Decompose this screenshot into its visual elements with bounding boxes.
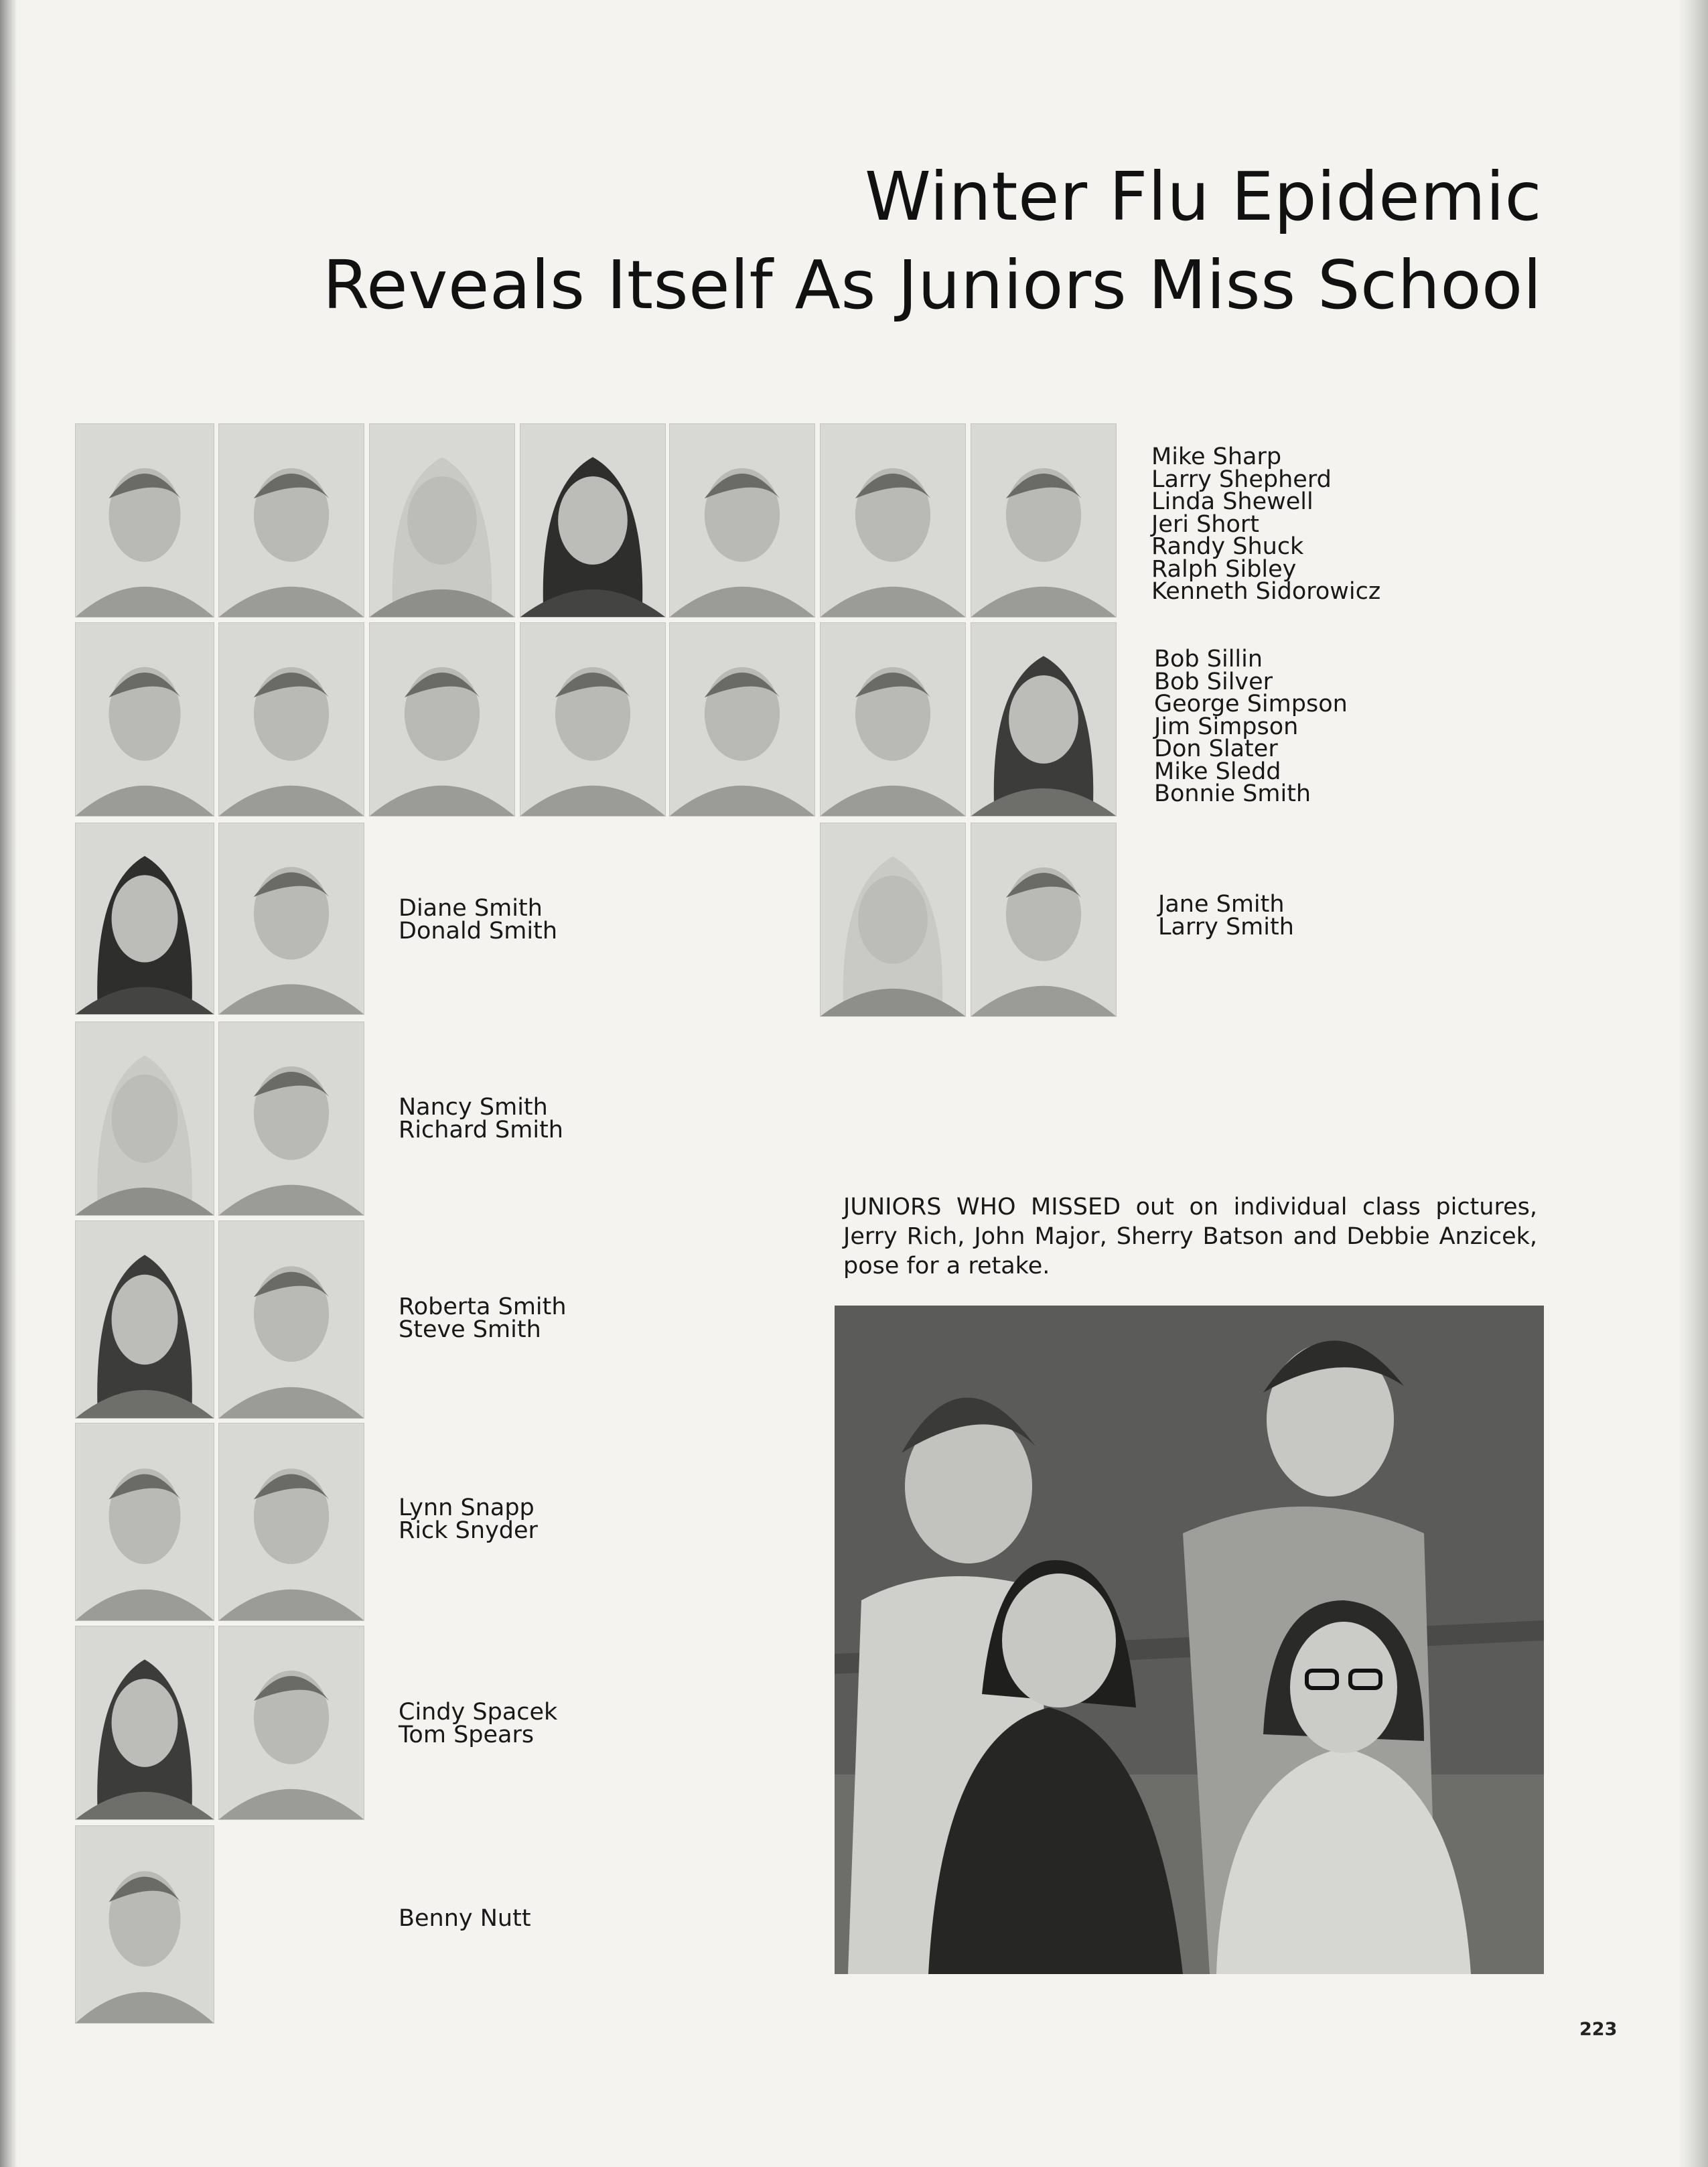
name-item: Benny Nutt — [399, 1905, 531, 1932]
name-item: Diane Smith — [399, 895, 543, 922]
names-row-2 — [1154, 648, 1348, 806]
names-pair-diane-donald — [399, 895, 558, 945]
headline-line-2: Reveals Itself As Juniors Miss School — [322, 246, 1542, 324]
portrait-jeri-short — [520, 423, 666, 618]
name-item: Lynn Snapp — [399, 1494, 535, 1521]
names-pair-cindy-tom — [399, 1701, 557, 1746]
names-pair-roberta-steve — [399, 1296, 567, 1341]
name-item: Kenneth Sidorowicz — [1151, 578, 1381, 605]
caption-lead: JUNIORS WHO MISSED — [843, 1194, 1121, 1220]
name-item: Ralph Sibley — [1151, 555, 1297, 583]
name-item: Jim Simpson — [1154, 713, 1299, 740]
portrait-ralph-sibley — [820, 423, 966, 618]
portrait-tom-spears — [218, 1626, 364, 1820]
portrait-benny-nutt — [75, 1825, 214, 2024]
name-item: Bob Sillin — [1154, 646, 1263, 673]
name-item: Bonnie Smith — [1154, 780, 1311, 807]
name-item: Cindy Spacek — [399, 1699, 558, 1726]
names-pair-nancy-richard — [399, 1094, 563, 1143]
page-number: 223 — [1579, 2019, 1618, 2040]
portrait-bob-silver — [218, 622, 364, 817]
portrait-randy-shuck — [669, 423, 815, 618]
name-item: Linda Shewell — [1151, 488, 1313, 515]
portrait-jim-simpson — [520, 622, 666, 817]
names-pair-lynn-rick — [399, 1494, 538, 1544]
name-item: Randy Shuck — [1151, 533, 1304, 560]
name-benny-nutt — [399, 1905, 531, 1932]
name-item: Mike Sharp — [1151, 443, 1282, 470]
portrait-larry-shepherd — [218, 423, 364, 618]
portrait-jane-smith — [820, 823, 966, 1017]
name-item: Don Slater — [1154, 736, 1278, 762]
portrait-lynn-snapp — [75, 1423, 214, 1621]
name-item: Larry Smith — [1158, 913, 1294, 940]
portrait-don-slater — [669, 622, 815, 817]
portrait-donald-smith — [218, 823, 364, 1015]
photo-caption — [843, 1192, 1537, 1281]
name-item: Richard Smith — [399, 1116, 563, 1143]
name-item: Nancy Smith — [399, 1094, 548, 1121]
group-photo-retake — [835, 1306, 1544, 1974]
portrait-linda-shewell — [369, 423, 515, 618]
portrait-bonnie-smith — [971, 622, 1117, 817]
portrait-roberta-smith — [75, 1220, 214, 1419]
portrait-mike-sledd — [820, 622, 966, 817]
headline-line-1: Winter Flu Epidemic — [864, 157, 1542, 236]
portrait-steve-smith — [218, 1220, 364, 1419]
portrait-mike-sharp — [75, 423, 214, 618]
portrait-richard-smith — [218, 1022, 364, 1216]
portrait-kenneth-sidorowicz — [971, 423, 1117, 618]
name-item: Roberta Smith — [399, 1294, 567, 1320]
name-item: Tom Spears — [399, 1721, 535, 1748]
name-item: Jane Smith — [1158, 891, 1285, 918]
name-item: Larry Shepherd — [1151, 466, 1332, 493]
names-pair-jane-larry — [1158, 891, 1294, 940]
names-row-1 — [1151, 443, 1381, 605]
portrait-rick-snyder — [218, 1423, 364, 1621]
left-page-edge — [0, 0, 17, 2167]
caption-text: out on individual class pictures, Jerry Rich, John Major, Sherry Batson and Debbie Anzicek, pose for a retake. — [843, 1194, 1537, 1279]
name-item: Donald Smith — [399, 917, 558, 945]
name-item: Jeri Short — [1151, 510, 1260, 538]
portrait-diane-smith — [75, 823, 214, 1015]
portrait-larry-smith — [971, 823, 1117, 1017]
name-item: Bob Silver — [1154, 668, 1273, 695]
portrait-george-simpson — [369, 622, 515, 817]
name-item: George Simpson — [1154, 691, 1348, 717]
name-item: Rick Snyder — [399, 1517, 538, 1544]
portrait-nancy-smith — [75, 1022, 214, 1216]
right-page-edge — [1679, 0, 1708, 2167]
name-item: Steve Smith — [399, 1316, 541, 1343]
portrait-bob-sillin — [75, 622, 214, 817]
name-item: Mike Sledd — [1154, 758, 1281, 785]
portrait-cindy-spacek — [75, 1626, 214, 1820]
